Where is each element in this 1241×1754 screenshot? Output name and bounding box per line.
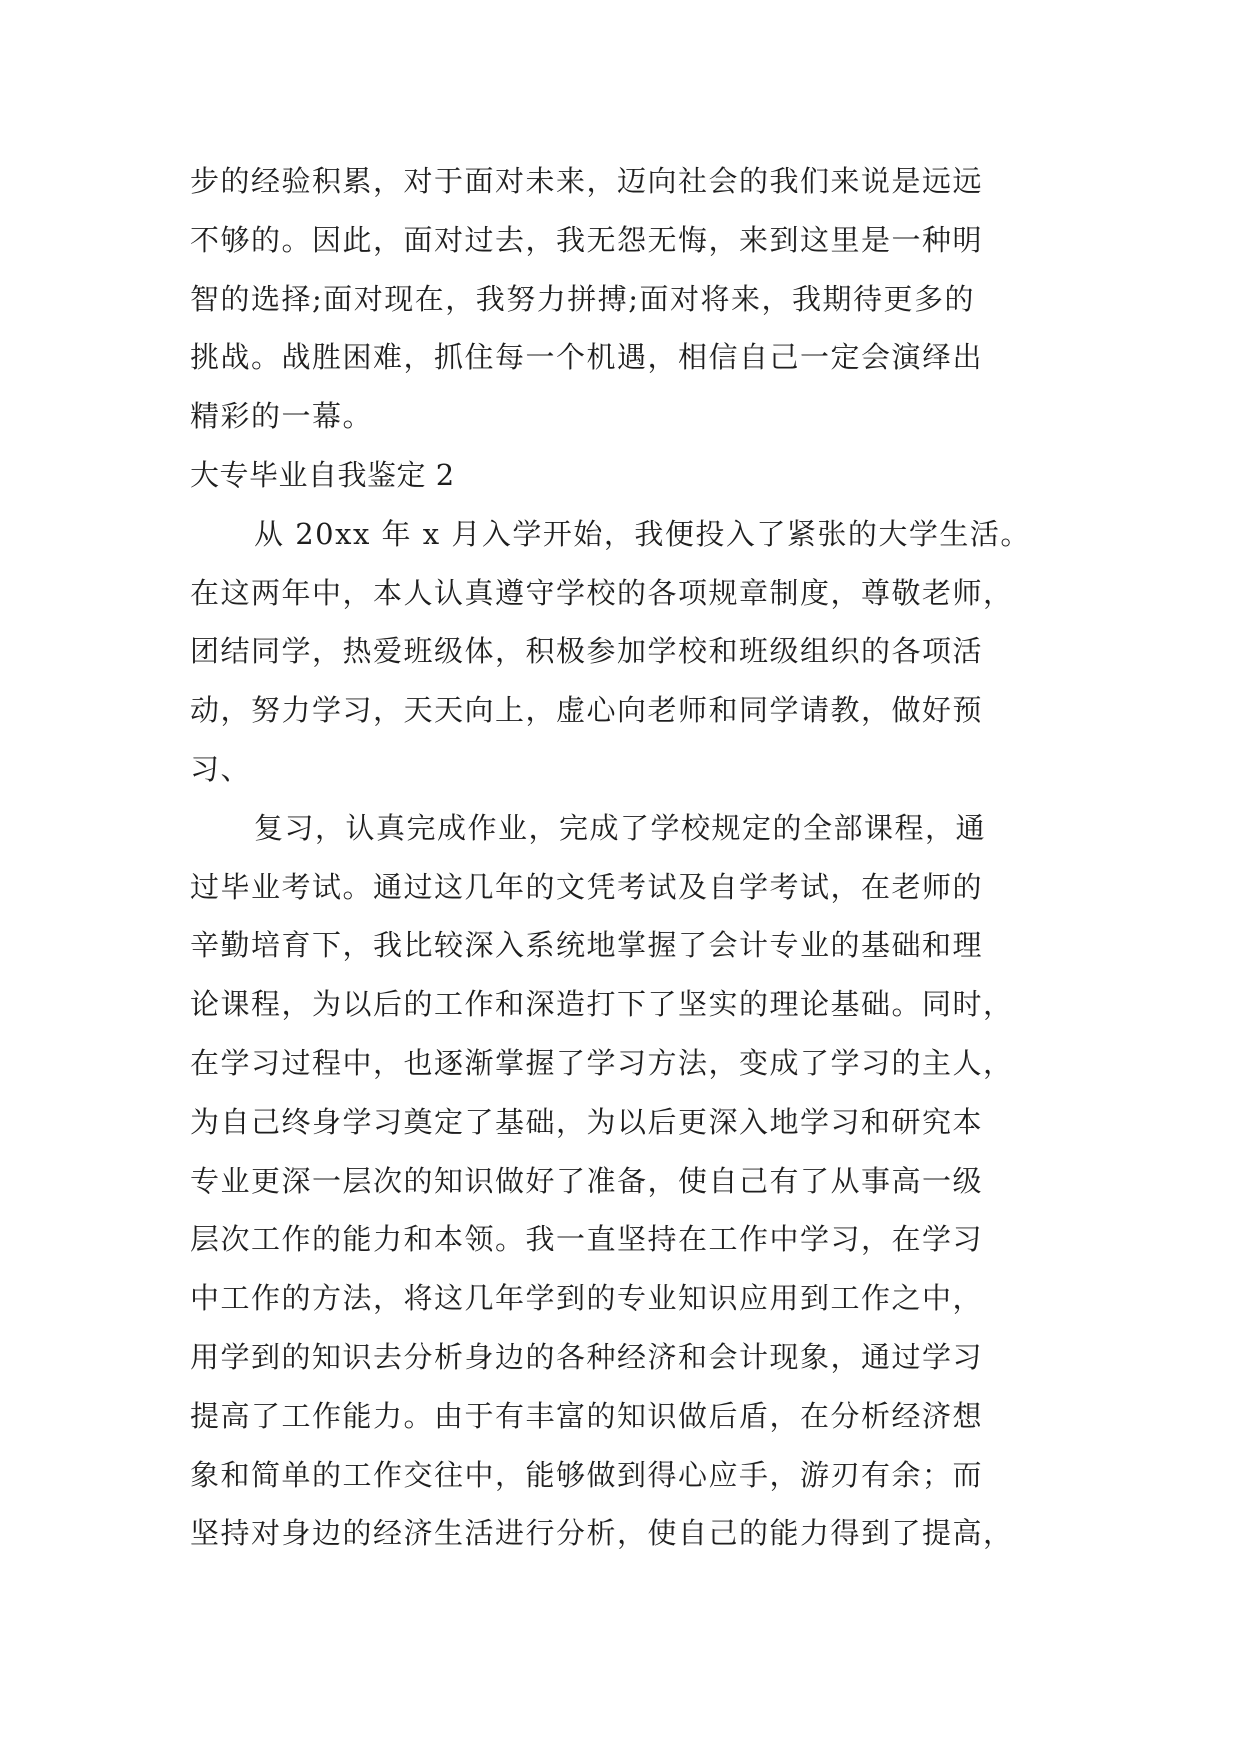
text-line: 在学习过程中，也逐渐掌握了学习方法，变成了学习的主人， [190,1045,1014,1080]
text-line: 辛勤培育下，我比较深入系统地掌握了会计专业的基础和理 [190,928,984,963]
text-line: 坚持对身边的经济生活进行分析，使自己的能力得到了提高， [190,1516,1014,1551]
text-line: 精彩的一幕。 [190,399,374,434]
document-body [190,152,1060,1563]
text-line: 层次工作的能力和本领。我一直坚持在工作中学习，在学习 [190,1222,984,1257]
text-line: 在这两年中，本人认真遵守学校的各项规章制度，尊敬老师， [190,575,1014,610]
text-line: 用学到的知识去分析身边的各种经济和会计现象，通过学习 [190,1339,984,1374]
paragraph-continued [190,152,1060,446]
text-line: 复习，认真完成作业，完成了学校规定的全部课程，通 [254,810,987,845]
text-line: 智的选择;面对现在，我努力拼搏;面对将来，我期待更多的 [190,281,976,316]
text-line: 论课程，为以后的工作和深造打下了坚实的理论基础。同时， [190,987,1014,1022]
paragraph-intro [190,505,1060,799]
text-line: 过毕业考试。通过这几年的文凭考试及自学考试，在老师的 [190,869,984,904]
text-line: 从 20xx 年 x 月入学开始，我便投入了紧张的大学生活。 [254,516,1031,551]
text-line: 步的经验积累，对于面对未来，迈向社会的我们来说是远远 [190,164,984,198]
text-line: 挑战。战胜困难，抓住每一个机遇，相信自己一定会演绎出 [190,340,984,375]
text-line: 为自己终身学习奠定了基础，为以后更深入地学习和研究本 [190,1104,984,1139]
paragraph-study [190,799,1060,1563]
section-heading: 大专毕业自我鉴定 2 [190,457,455,492]
text-line: 动，努力学习，天天向上，虚心向老师和同学请教，做好预 [190,693,984,728]
text-line: 中工作的方法，将这几年学到的专业知识应用到工作之中， [190,1281,984,1316]
text-line: 专业更深一层次的知识做好了准备，使自己有了从事高一级 [190,1163,984,1198]
text-line: 团结同学，热爱班级体，积极参加学校和班级组织的各项活 [190,634,984,669]
text-line: 提高了工作能力。由于有丰富的知识做后盾，在分析经济想 [190,1398,984,1433]
text-line: 象和简单的工作交往中，能够做到得心应手，游刃有余；而 [190,1457,984,1492]
text-line: 习、 [190,751,252,786]
text-line: 不够的。因此，面对过去，我无怨无悔，来到这里是一种明 [190,222,984,257]
